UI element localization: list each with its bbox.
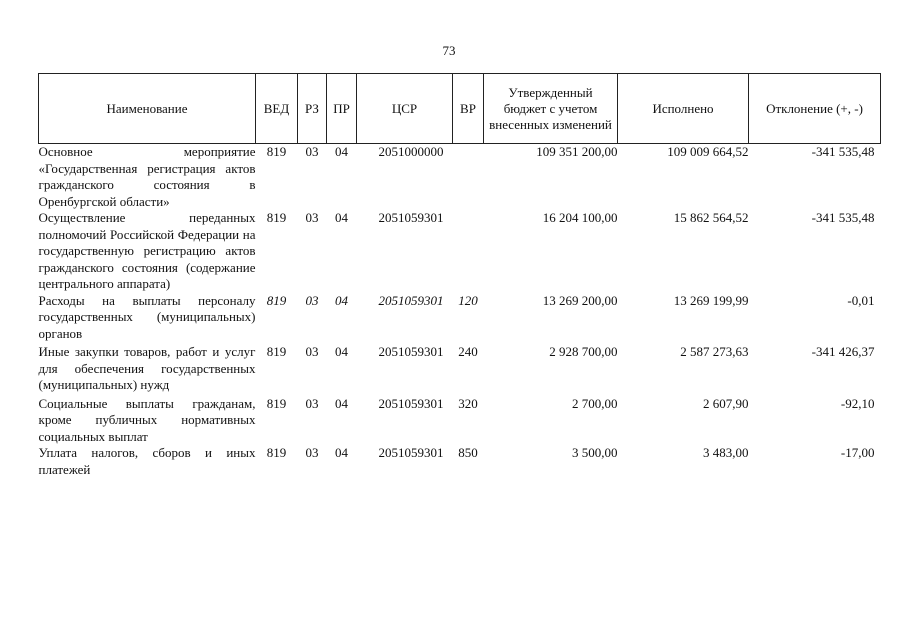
row-executed: 109 009 664,52 <box>667 144 749 159</box>
row-rz: 03 <box>305 344 319 359</box>
row-csr: 2051059301 <box>378 344 444 359</box>
row-ved: 819 <box>266 344 287 359</box>
budget-table <box>38 73 881 478</box>
row-deviation: -341 535,48 <box>811 144 875 159</box>
row-name: Иные закупки товаров, работ и услуг для обеспечения государственных (муниципальных) нужд <box>38 344 256 392</box>
row-deviation: -341 426,37 <box>811 344 875 359</box>
row-vr <box>453 144 484 211</box>
row-pr: 04 <box>335 344 348 359</box>
header-approved: Утвержденный бюджет с учетом внесенных изменений <box>484 74 618 144</box>
table-row <box>39 342 881 394</box>
row-deviation: -92,10 <box>840 395 875 411</box>
row-csr: 2051059301 <box>378 292 444 308</box>
row-csr: 2051059301 <box>378 395 444 411</box>
page-number: 73 <box>442 43 456 58</box>
row-name: Основное мероприятие «Государственная регистрация актов гражданского состояния в Оренбургской области» <box>38 144 256 209</box>
row-csr: 2051000000 <box>378 144 444 159</box>
header-executed: Исполнено <box>618 74 749 144</box>
row-deviation: -0,01 <box>847 292 875 308</box>
row-approved: 2 700,00 <box>572 395 618 411</box>
row-vr: 850 <box>458 445 478 460</box>
row-approved: 13 269 200,00 <box>542 292 618 308</box>
row-vr <box>453 210 484 293</box>
row-vr: 320 <box>458 395 478 411</box>
row-name: Осуществление переданных полномочий Российской Федерации на государственную регистрацию актов гражданского состояния (содержание центрального аппарата) <box>38 210 256 291</box>
row-ved: 819 <box>266 395 287 411</box>
row-csr: 2051059301 <box>378 210 444 225</box>
row-pr: 04 <box>335 210 348 225</box>
row-pr: 04 <box>335 395 348 411</box>
row-pr: 04 <box>335 144 348 159</box>
row-executed: 3 483,00 <box>703 445 749 460</box>
row-approved: 16 204 100,00 <box>542 210 618 225</box>
header-ved: ВЕД <box>256 74 298 144</box>
row-executed: 13 269 199,99 <box>673 292 749 308</box>
row-rz: 03 <box>305 395 319 411</box>
row-name: Социальные выплаты гражданам, кроме публичных нормативных социальных выплат <box>38 395 256 444</box>
header-rz: РЗ <box>298 74 327 144</box>
header-pr: ПР <box>327 74 357 144</box>
row-rz: 03 <box>305 144 319 159</box>
header-vr: ВР <box>453 74 484 144</box>
table-row <box>39 144 881 211</box>
row-name: Уплата налогов, сборов и иных платежей <box>38 445 256 477</box>
header-csr: ЦСР <box>357 74 453 144</box>
row-ved: 819 <box>266 445 287 460</box>
row-executed: 2 607,90 <box>703 395 749 411</box>
row-approved: 2 928 700,00 <box>549 344 618 359</box>
row-rz: 03 <box>305 210 319 225</box>
row-ved: 819 <box>266 292 287 308</box>
header-name: Наименование <box>39 74 256 144</box>
row-executed: 2 587 273,63 <box>680 344 749 359</box>
table-row <box>39 394 881 446</box>
row-deviation: -17,00 <box>840 445 875 460</box>
row-vr: 240 <box>458 344 478 359</box>
row-pr: 04 <box>335 445 348 460</box>
row-deviation: -341 535,48 <box>811 210 875 225</box>
table-row <box>39 210 881 293</box>
row-approved: 3 500,00 <box>572 445 618 460</box>
row-rz: 03 <box>305 445 319 460</box>
row-ved: 819 <box>266 210 287 225</box>
row-csr: 2051059301 <box>378 445 444 460</box>
row-approved: 109 351 200,00 <box>536 144 618 159</box>
table-row <box>39 293 881 343</box>
row-vr: 120 <box>458 292 478 308</box>
row-pr: 04 <box>335 292 348 308</box>
row-name: Расходы на выплаты персоналу государственных (муниципальных) органов <box>38 292 256 341</box>
row-executed: 15 862 564,52 <box>673 210 749 225</box>
table-row <box>39 445 881 478</box>
header-row <box>39 74 881 144</box>
row-ved: 819 <box>266 144 287 159</box>
header-deviation: Отклонение (+, -) <box>749 74 881 144</box>
row-rz: 03 <box>305 292 319 308</box>
